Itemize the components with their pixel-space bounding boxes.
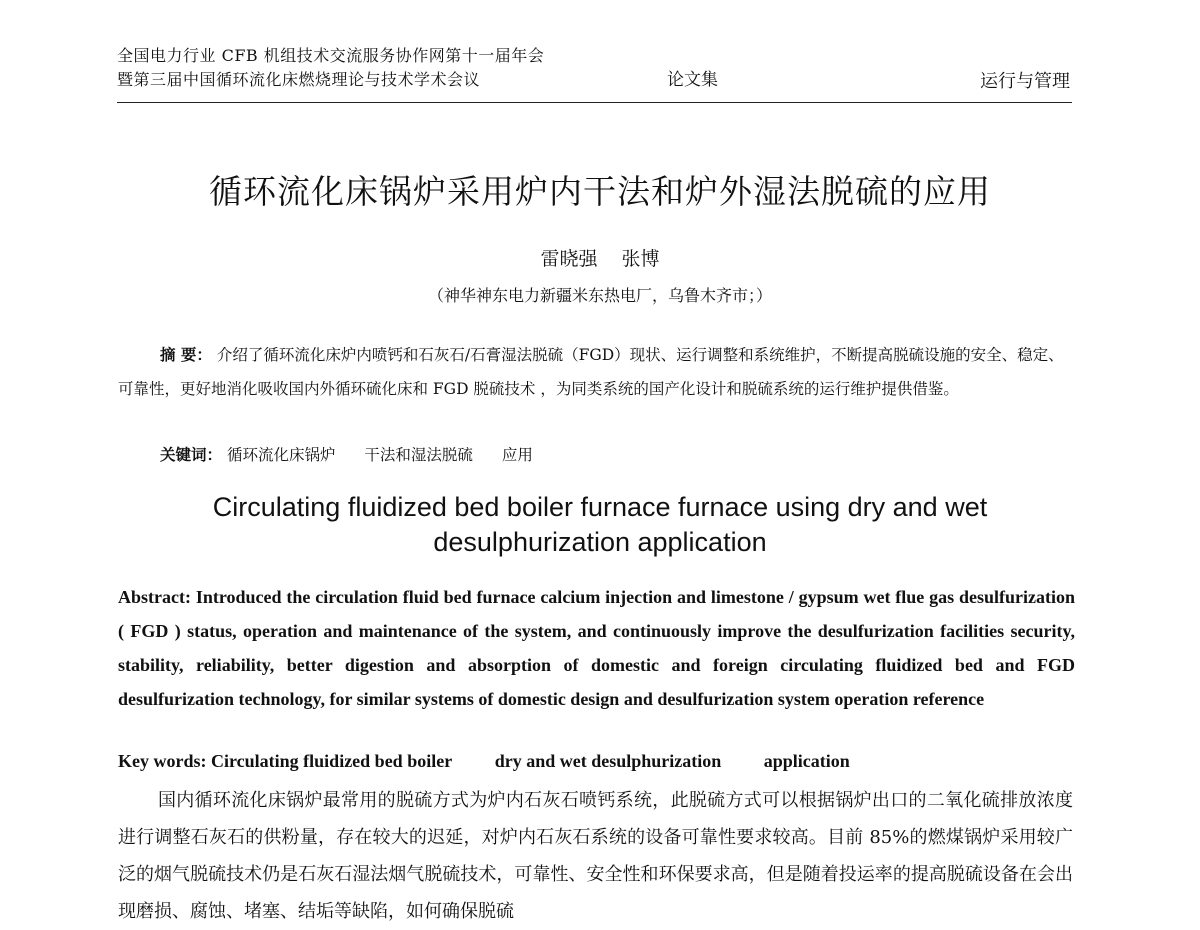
abstract-en-label: Abstract: (118, 587, 191, 607)
section-label: 运行与管理 (980, 71, 1070, 92)
author-2: 张博 (621, 248, 660, 270)
keywords-en-label: Key words: (118, 751, 207, 771)
title-en-line-1: Circulating fluidized bed boiler furnace furnace using dry and wet (212, 492, 988, 522)
author-1: 雷晓强 (540, 248, 598, 270)
conference-name (117, 44, 544, 92)
paper-title-cn: 循环流化床锅炉采用炉内干法和炉外湿法脱硫的应用 (209, 172, 991, 211)
conference-line-2: 暨第三届中国循环流化床燃烧理论与技术学术会议 (117, 70, 481, 89)
abstract-cn-label: 摘 要： (160, 345, 212, 364)
collection-label: 论文集 (667, 70, 718, 90)
keyword-cn-2: 干法和湿法脱硫 (364, 446, 473, 464)
running-header (117, 44, 1072, 103)
title-en-line-2: desulphurization application (433, 527, 767, 557)
keyword-cn-3: 应用 (501, 446, 533, 464)
keyword-en-3: application (763, 751, 850, 771)
abstract-en (118, 580, 1075, 716)
keywords-cn (160, 443, 557, 465)
keyword-en-2: dry and wet desulphurization (494, 751, 722, 771)
abstract-cn (118, 338, 1073, 406)
abstract-en-text: Introduced the circulation fluid bed furnace calcium injection and limestone / gypsum wet flue gas desulfurization ( FGD ) status, operation and maintenance of the system, and continuously improve the desulfurization facilities security, stability, reliability, better digestion and absorption of domestic and foreign circulating fluidized bed and FGD desulfurization technology, for similar systems of domestic design and desulfurization system operation reference (118, 587, 1076, 709)
keyword-cn-1: 循环流化床锅炉 (226, 446, 336, 464)
body-paragraph: 国内循环流化床锅炉最常用的脱硫方式为炉内石灰石喷钙系统，此脱硫方式可以根据锅炉出口的二氧化硫排放浓度进行调整石灰石的供粉量，存在较大的迟延，对炉内石灰石系统的设备可靠性要求较高。目前 85%的燃煤锅炉采用较广泛的烟气脱硫技术仍是石灰石湿法烟气脱硫技术，可靠性、安全性和环保要求高，但是随着投运率的提高脱硫设备在会出现磨损、腐蚀、堵塞、结垢等缺陷，如何确保脱硫 (118, 790, 1073, 922)
affiliation: （神华神东电力新疆米东热电厂，乌鲁木齐市；） (427, 286, 772, 305)
keywords-en (118, 751, 888, 772)
abstract-cn-text: 介绍了循环流化床炉内喷钙和石灰石/石膏湿法脱硫（FGD）现状、运行调整和系统维护，不断提高脱硫设施的安全、稳定、可靠性，更好地消化吸收国内外循环硫化床和 FGD 脱硫技术 ，为同类系统的国产化设计和脱硫系统的运行维护提供借鉴。 (118, 346, 1064, 398)
keywords-cn-label: 关键词： (160, 445, 223, 464)
conference-line-1: 全国电力行业 CFB 机组技术交流服务协作网第十一届年会 (117, 46, 545, 65)
keyword-en-1: Circulating fluidized bed boiler (211, 751, 453, 771)
authors (0, 244, 1200, 271)
paper-title-en (0, 490, 1200, 560)
